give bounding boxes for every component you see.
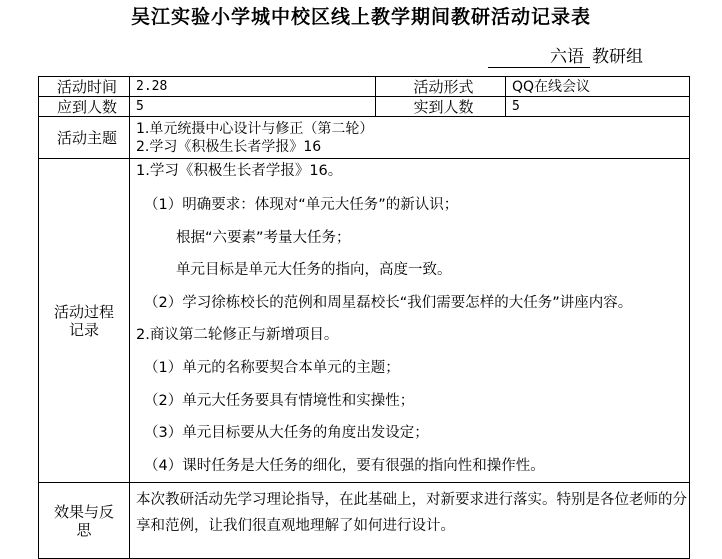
form-value: QQ在线会议 bbox=[506, 77, 690, 97]
process-line: 单元目标是单元大任务的指向，高度一致。 bbox=[176, 262, 452, 279]
group-name: 六语 bbox=[488, 42, 590, 68]
reflection-content bbox=[130, 483, 690, 559]
expected-label: 应到人数 bbox=[39, 97, 130, 117]
theme-line: 2.学习《积极生长者学报》16 bbox=[136, 138, 322, 155]
process-line: （3）单元目标要从大任务的角度出发设定； bbox=[144, 425, 429, 442]
process-label: 活动过程记录 bbox=[39, 159, 130, 483]
time-value: 2.28 bbox=[130, 77, 376, 97]
activity-record-table bbox=[38, 76, 690, 559]
theme-label: 活动主题 bbox=[39, 117, 130, 159]
row-theme bbox=[39, 117, 690, 159]
reflection-label: 效果与反思 bbox=[39, 483, 130, 559]
process-line: 根据“六要素”考量大任务； bbox=[176, 229, 351, 246]
process-line: 1.学习《积极生长者学报》16。 bbox=[136, 163, 343, 179]
process-line: （1）明确要求：体现对“单元大任务”的新认识； bbox=[144, 197, 459, 213]
reflection-text: 本次教研活动先学习理论指导，在此基础上，对新要求进行落实。特别是各位老师的分享和范例，让我们很直观地理解了如何进行设计。 bbox=[136, 492, 687, 535]
expected-value: 5 bbox=[130, 97, 376, 117]
process-line: 2.商议第二轮修正与新增项目。 bbox=[136, 327, 339, 344]
row-reflection bbox=[39, 483, 690, 559]
theme-content bbox=[130, 117, 690, 159]
group-suffix: 教研组 bbox=[592, 47, 643, 67]
row-process bbox=[39, 159, 690, 483]
process-line: （4）课时任务是大任务的细化，要有很强的指向性和操作性。 bbox=[144, 457, 545, 474]
actual-label: 实到人数 bbox=[376, 97, 506, 117]
research-group bbox=[488, 42, 643, 68]
process-line: （1）单元的名称要契合本单元的主题； bbox=[144, 359, 400, 376]
process-content bbox=[130, 159, 690, 483]
theme-line: 1.单元统摄中心设计与修正（第二轮） bbox=[136, 120, 374, 137]
row-attendance bbox=[39, 97, 690, 117]
document-title: 吴江实验小学城中校区线上教学期间教研活动记录表 bbox=[130, 6, 591, 28]
row-time bbox=[39, 77, 690, 97]
process-line: （2）单元大任务要具有情境性和实操性； bbox=[144, 392, 415, 409]
time-label: 活动时间 bbox=[39, 77, 130, 97]
actual-value: 5 bbox=[506, 97, 690, 117]
process-line: （2）学习徐栋校长的范例和周星磊校长“我们需要怎样的大任务”讲座内容。 bbox=[144, 294, 633, 311]
form-label: 活动形式 bbox=[376, 77, 506, 97]
